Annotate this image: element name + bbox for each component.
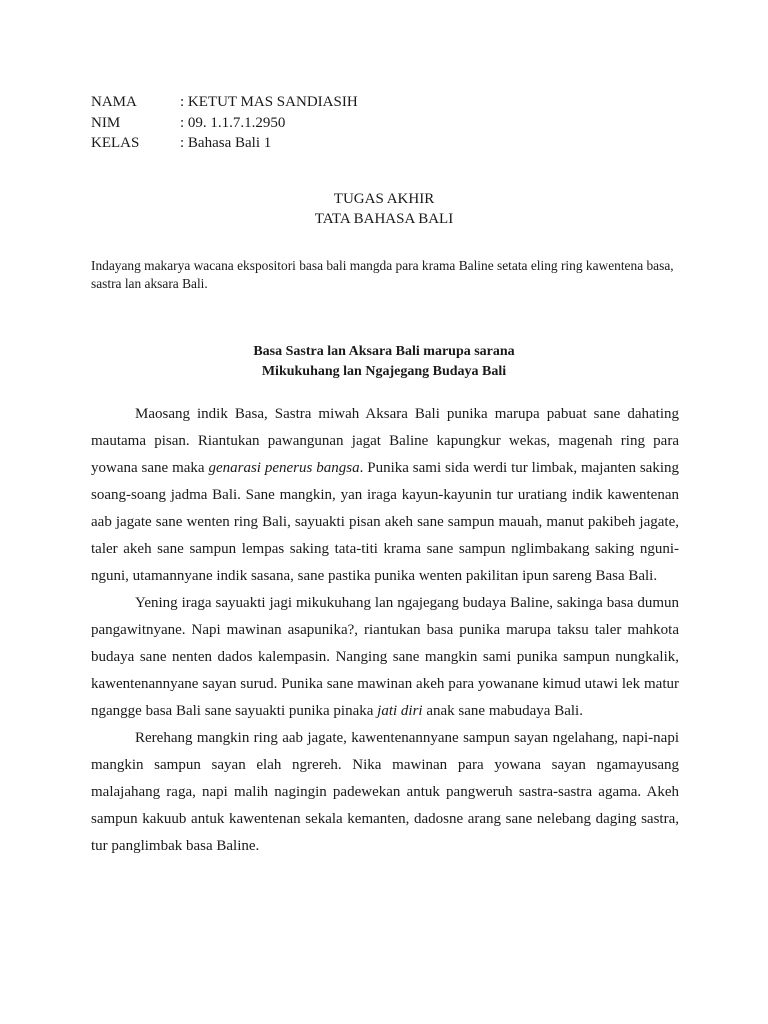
nim-row [91,113,358,134]
essay-body [91,401,679,860]
class-row [91,133,358,154]
intro-text: Indayang makarya wacana ekspositori basa bali mangda para krama Baline setata eling ring kawentena basa, sastra lan aksara Bali. [91,258,674,291]
name-label: NAMA [91,94,137,110]
class-label: KELAS [91,135,140,151]
paragraph-3: Rerehang mangkin ring aab jagate, kawentenannyane sampun sayan ngelahang, napi-napi mangkin sampun sayan elah ngrereh. Nika mawinan para yowana sayan ngamayusang malajahang raga, napi malih nagingin padewekan antuk pangweruh sastra-sastra agama. Akeh sampun kakuub antuk kawentenan sekala kemanten, dadosne arang sane nelebang daging sastra, tur panglimbak basa Baline. [91,730,679,854]
name-row [91,92,358,113]
paragraph-2-part-a: Yening iraga sayuakti jagi mikukuhang lan ngajegang budaya Baline, sakinga basa dumun pangawitnyane. Napi mawinan asapunika?, riantukan basa punika marupa taksu taler mahkota budaya sane nenten dados kalempasin. Nanging sane mangkin sami punika sampun nungkalik, kawentenannyane sayan surud. Punika sane mawinan akeh para yowanane kimud utawi lek matur ngangge basa Bali sane sayuakti punika pinaka [91,595,679,719]
paragraph-1-part-a: Maosang indik Basa, Sastra miwah Aksara Bali punika marupa pabuat sane dahating mautama pisan. Riantukan pawangunan jagat Baline kapungkur wekas, magenah ring para yowana sane maka [91,406,679,476]
name-value: : KETUT MAS SANDIASIH [180,94,358,110]
paragraph-2-part-b: anak sane mabudaya Bali. [422,703,583,719]
paragraph-1-emphasis: genarasi penerus bangsa [208,460,360,476]
nim-value: : 09. 1.1.7.1.2950 [180,114,286,131]
title-line-1: TUGAS AKHIR [333,191,435,207]
title-line-2: TATA BAHASA BALI [314,211,454,227]
nim-label: NIM [91,114,121,131]
essay-title-line-2: Mikukuhang lan Ngajegang Budaya Bali [261,364,507,379]
paragraph-2-emphasis: jati diri [377,703,423,719]
paragraph-2 [91,590,679,725]
student-info [91,92,358,154]
essay-title-line-1: Basa Sastra lan Aksara Bali marupa sarana [253,344,515,359]
document-title [0,189,768,229]
paragraph-1 [91,401,679,590]
paragraph-1-part-b: . Punika sami sida werdi tur limbak, majanten saking soang-soang jadma Bali. Sane mangkin, yan iraga kayun-kayunin tur uratiang indik kawentenan aab jagate sane wenten ring Bali, sayuakti pisan akeh sane sampun mauah, manut pakibeh jagate, taler akeh sane sampun lempas saking tata-titi krama sane sampun nglimbakang saking nguni-nguni, utamannyane indik sasana, sane pastika punika wenten pakilitan ipun sareng Basa Bali. [91,460,680,584]
essay-title [0,342,768,382]
class-value: : Bahasa Bali 1 [180,135,272,151]
